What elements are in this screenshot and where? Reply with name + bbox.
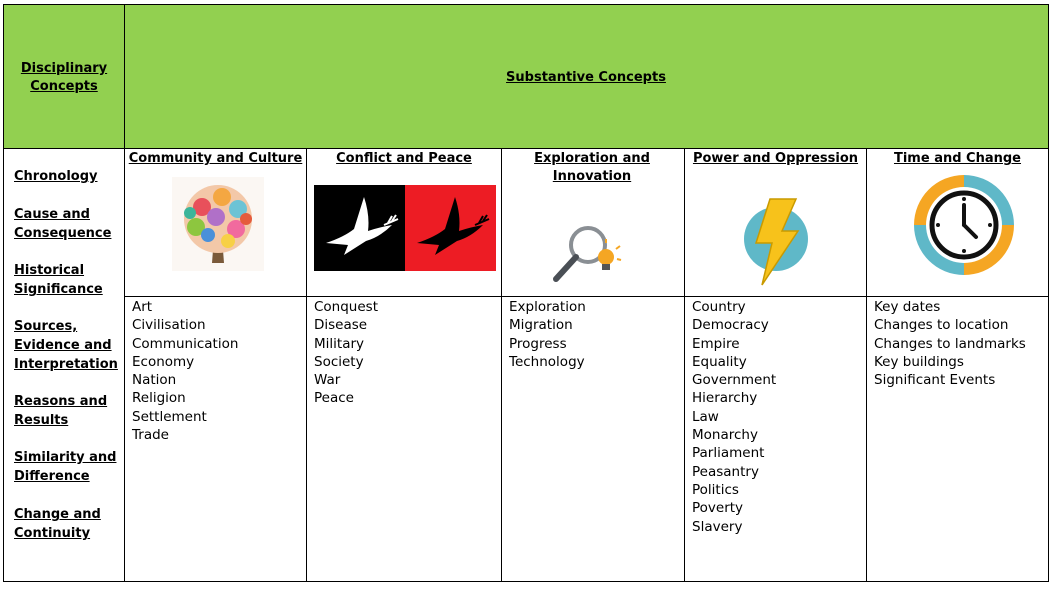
list-item: Civilisation [132,317,206,334]
clock-cycle-icon [908,169,1020,281]
list-item: Hierarchy [692,390,758,407]
list-item: Society [314,353,364,370]
disciplinary-concepts-heading: Disciplinary Concepts [20,61,108,94]
list-item: Trade [132,427,169,444]
list-item: Monarchy [692,427,758,444]
list-item: Conquest [314,299,378,315]
col-heading-conflict-peace: Conflict and Peace [336,151,472,166]
list-time-change [874,298,1026,389]
list-item: Military [314,335,365,352]
list-item: Significant Events [874,372,996,389]
list-item: Slavery [692,518,743,535]
list-item: Religion [132,390,186,407]
disc-cause-consequence: Cause and Consequence [14,207,112,241]
list-item: Politics [692,481,739,498]
disc-similarity-difference: Similarity and Difference [14,450,117,484]
list-item: Peasantry [692,463,759,480]
list-item: Disease [314,317,368,334]
peace-doves-icon [314,185,496,271]
list-item: Communication [132,335,239,352]
list-item: Exploration [509,299,586,315]
list-exploration-innovation [509,298,586,371]
list-community-culture [132,298,238,444]
list-item: Empire [692,335,740,352]
list-item: Key dates [874,299,941,315]
list-item: Economy [132,353,195,370]
list-item: Changes to location [874,317,1009,334]
substantive-concepts-heading: Substantive Concepts [506,70,666,85]
list-item: Peace [314,390,354,407]
magnifier-lightbulb-icon [550,223,622,285]
list-item: Art [132,299,153,315]
col-heading-time-change: Time and Change [893,151,1022,166]
list-power-oppression [692,298,776,536]
disc-change-continuity: Change and Continuity [14,507,101,541]
disc-reasons-results: Reasons and Results [14,394,108,428]
disc-sources-evidence: Sources, Evidence and Interpretation [14,319,118,372]
col-heading-community-culture: Community and Culture [128,151,303,166]
list-item: Migration [509,317,573,334]
list-item: Settlement [132,408,207,425]
list-item: Country [692,299,746,315]
list-item: Parliament [692,445,765,462]
col-heading-power-oppression: Power and Oppression [692,151,859,166]
list-item: Government [692,372,777,389]
list-item: Progress [509,335,567,352]
list-item: Nation [132,372,177,389]
list-item: Equality [692,353,747,370]
list-item: Changes to landmarks [874,335,1026,352]
list-item: Key buildings [874,353,964,370]
concepts-table [3,4,1049,582]
disc-chronology: Chronology [14,169,98,184]
lightning-bolt-icon [740,195,812,287]
tree-of-hands-icon [172,177,264,271]
list-item: Poverty [692,500,744,517]
disc-historical-significance: Historical Significance [14,263,103,297]
list-item: Technology [509,353,585,370]
list-item: War [314,372,341,389]
list-item: Democracy [692,317,769,334]
list-conflict-peace [314,298,378,408]
list-item: Law [692,408,719,425]
col-heading-exploration-innovation: Exploration and Innovation [534,151,650,184]
